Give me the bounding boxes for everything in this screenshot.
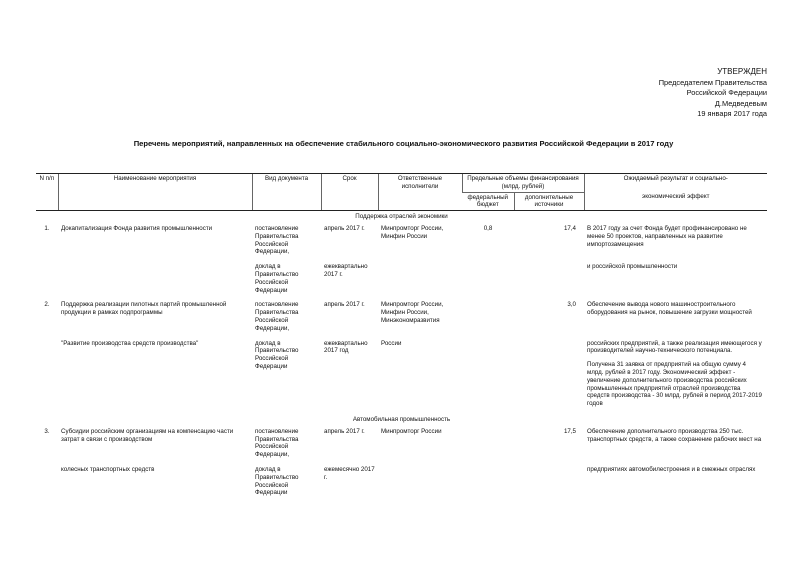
row-result-text: Получена 31 заявка от предприятий на общую сумму 4 млрд. рублей в 2017 году. Экономический эффект - увеличение дополнительного производства российских промышленных предприятий отраслей производства средств производства - 30 млрд. рублей в период 2017-2019 годов [587,361,762,408]
row-result: Обеспечение вывода нового машиностроительного оборудования на рынок, повышение загрузки мощностей [587,301,752,317]
row-result: и российской промышленности [587,263,678,271]
row-doc: доклад в Правительство Российской Федерации [255,465,299,497]
row-federal: 0,8 [483,224,493,232]
header-resp: Ответственные исполнители [378,174,462,211]
table-row [36,300,767,338]
approval-block [659,67,767,120]
table-row [36,224,767,262]
row-term: апрель 2017 г. [324,224,365,232]
row-resp: Минпромторг России, Минфин России, Минэкономразвития [381,301,444,324]
row-doc: постановление Правительства Российской Федерации, [255,224,299,256]
row-resp: Минпромторг России [381,427,442,435]
approval-line-1: Председателем Правительства [658,77,767,87]
row-doc: доклад в Правительство Российской Федерации [255,263,299,294]
row-term: апрель 2017 г. [324,427,365,435]
row-term: ежеквартально 2017 год [324,339,368,355]
table-row [36,262,767,300]
row-doc: доклад в Правительство Российской Федерации [255,339,299,370]
row-result-text: российских предприятий, а также реализация имеющегося у производителей научно-технического потенциала. [587,339,762,355]
row-extra: 3,0 [567,301,576,309]
approval-line-3: Д.Медведевым [714,98,767,108]
row-name: Докапитализация Фонда развития промышленности [61,224,213,232]
approval-heading: УТВЕРЖДЕН [717,67,767,76]
table-row [36,427,767,465]
row-resp: России [381,339,402,347]
section-title: Поддержка отраслей экономики [355,213,448,221]
row-name: Субсидии российским организациям на компенсацию части затрат в связи с производством [61,427,234,443]
row-extra: 17,5 [563,427,576,435]
row-term: апрель 2017 г. [324,301,365,309]
header-num: N п/п [36,174,58,211]
row-result [584,339,767,414]
header-result-line1: Ожидаемый результат и социально- [623,175,728,182]
row-name: колесных транспортных средств [61,465,155,473]
header-doc: Вид документа [252,174,321,211]
approval-date: 19 января 2017 года [697,109,767,119]
header-federal: федеральный бюджет [462,192,514,211]
row-term: ежемесячно 2017 г. [324,465,375,481]
header-result-line2: экономический эффект [642,192,710,200]
section-title: Автомобильная промышленность [352,415,451,423]
row-doc: постановление Правительства Российской Федерации, [255,301,299,332]
row-result: В 2017 году за счет Фонда будет профинансировано не менее 50 проектов, направленных на развитие импортозамещения [587,224,747,248]
row-num: 3. [44,427,50,435]
row-num: 1. [44,224,50,232]
measures-table [36,173,767,503]
document-title: Перечень мероприятий, направленных на обеспечение стабильного социально-экономического развития Российской Федерации в 2017 году [133,139,674,148]
row-name: Поддержка реализации пилотных партий промышленной продукции в рамках подпрограммы [61,301,227,317]
header-name: Наименование мероприятия [58,174,252,211]
row-resp: Минпромторг России, Минфин России [381,224,444,240]
header-volumes: Предельные объемы финансирования (млрд. рублей) [462,174,584,193]
table-row [36,339,767,414]
row-num: 2. [44,301,50,309]
header-result [584,174,767,211]
row-doc: постановление Правительства Российской Федерации, [255,427,299,459]
row-term: ежеквартально 2017 г. [324,263,368,278]
row-name: "Развитие производства средств производства" [61,339,199,347]
row-result: Обеспечение дополнительного производства 250 тыс. транспортных средств, а также сохранение рабочих мест на [587,427,762,443]
row-result: предприятиях автомобилестроения и в смежных отраслях [587,465,756,473]
row-extra: 17,4 [563,224,576,232]
header-term: Срок [321,174,378,211]
table-row [36,465,767,503]
approval-line-2: Российской Федерации [686,88,767,98]
header-extra: дополнительные источники [514,192,584,211]
